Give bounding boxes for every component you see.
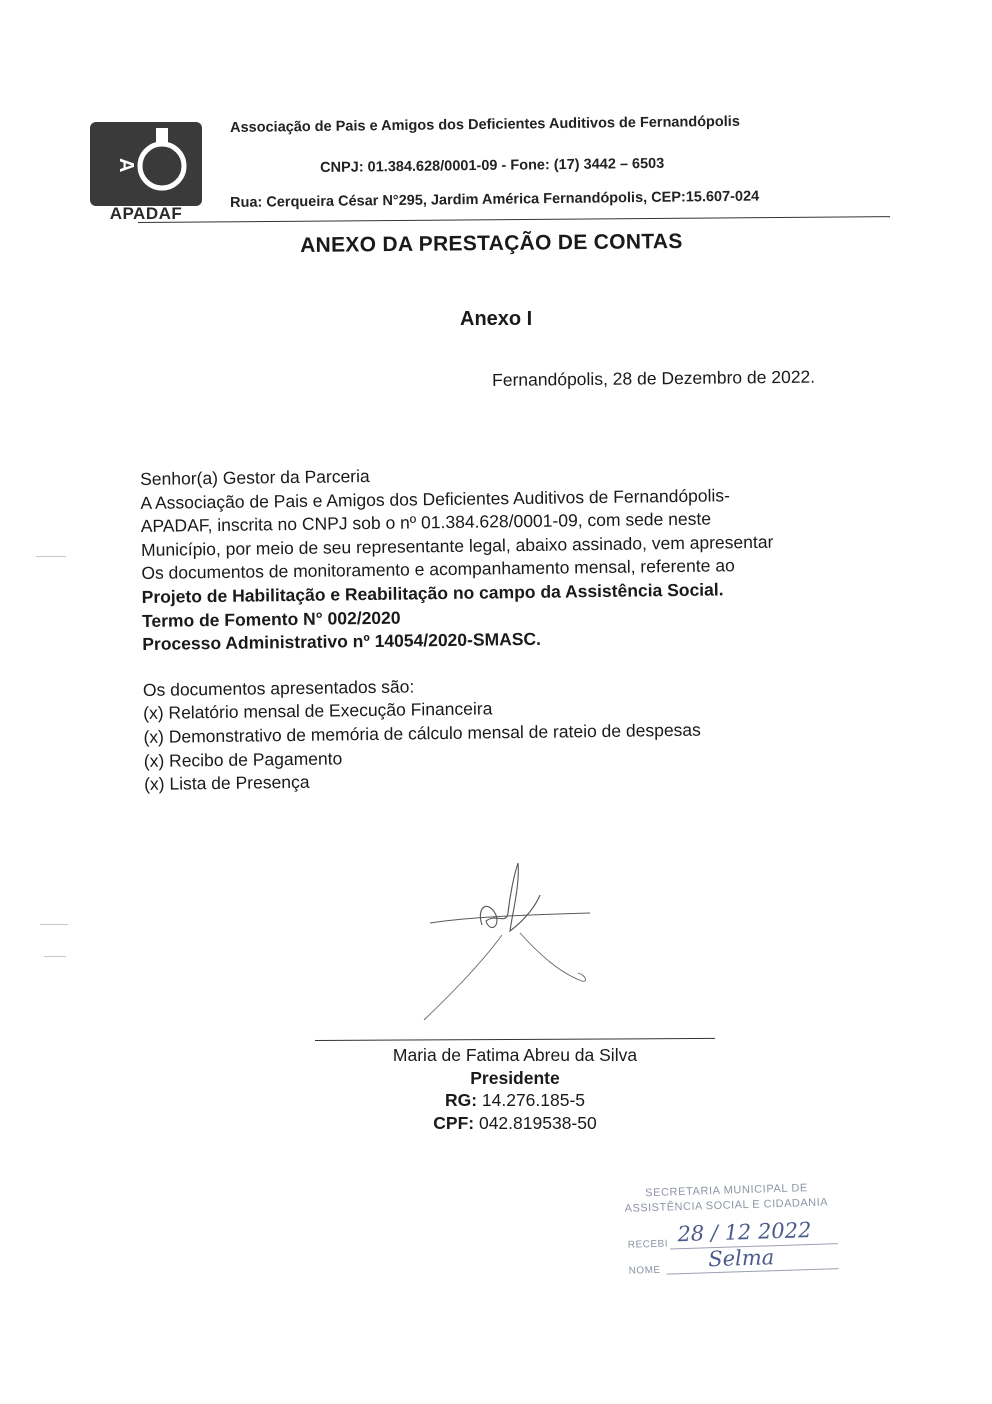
logo-emblem	[90, 122, 202, 206]
signature-line	[315, 1038, 715, 1041]
scan-mark	[40, 924, 68, 925]
stamp-received-label: RECEBI	[627, 1238, 669, 1251]
signer-block	[315, 1044, 715, 1134]
annex-title: Anexo I	[460, 308, 533, 330]
signer-cpf	[315, 1112, 715, 1135]
organization-name: Associação de Pais e Amigos dos Deficientes Auditivos de Fernandópolis	[230, 113, 740, 136]
handwritten-signature	[410, 855, 600, 1025]
body-line: A Associação de Pais e Amigos dos Deficientes Auditivos de Fernandópolis-	[140, 484, 731, 513]
ear-icon	[90, 122, 202, 206]
scan-mark	[44, 956, 66, 957]
apadaf-logo	[90, 122, 202, 224]
rg-label: RG:	[444, 1090, 478, 1110]
document-item: (x) Recibo de Pagamento	[143, 747, 343, 771]
document-item: (x) Demonstrativo de memória de cálculo mensal de rateio de despesas	[143, 719, 701, 747]
term-number: Termo de Fomento N° 002/2020	[141, 607, 401, 631]
cpf-value: 042.819538-50	[478, 1112, 597, 1133]
document-item: (x) Relatório mensal de Execução Financeira	[143, 698, 493, 724]
cpf-label: CPF:	[433, 1112, 475, 1133]
body-line: Município, por meio de seu representante legal, abaixo assinado, vem apresentar	[140, 531, 774, 560]
signer-rg	[315, 1089, 715, 1112]
organization-cnpj-phone: CNPJ: 01.384.628/0001-09 - Fone: (17) 3442 – 6503	[320, 155, 665, 176]
documents-intro: Os documentos apresentados são:	[142, 676, 415, 700]
rg-value: 14.276.185-5	[481, 1090, 586, 1110]
stamp-line-2: ASSISTÊNCIA SOCIAL E CIDADANIA	[624, 1196, 829, 1215]
body-line: APADAF, inscrita no CNPJ sob o nº 01.384.628/0001-09, com sede neste	[140, 508, 712, 537]
signer-name: Maria de Fatima Abreu da Silva	[392, 1045, 638, 1065]
letter-body	[140, 459, 864, 797]
document-title: ANEXO DA PRESTAÇÃO DE CONTAS	[300, 229, 683, 257]
scan-mark	[36, 556, 66, 557]
signer-role: Presidente	[470, 1067, 560, 1088]
stamp-name-label: NOME	[628, 1264, 661, 1277]
document-item: (x) Lista de Presença	[144, 771, 310, 795]
stamp-line-1: SECRETARIA MUNICIPAL DE	[644, 1182, 809, 1200]
date-line: Fernandópolis, 28 de Dezembro de 2022.	[492, 366, 816, 390]
svg-text:A: A	[115, 158, 137, 173]
salutation: Senhor(a) Gestor da Parceria	[140, 465, 370, 489]
stamp-received-date: 28 / 12 2022	[677, 1218, 812, 1247]
body-line: Os documentos de monitoramento e acompanhamento mensal, referente ao	[141, 555, 735, 584]
process-number: Processo Administrativo nº 14054/2020-SMASC.	[142, 628, 542, 655]
stamp-received-name: Selma	[707, 1245, 775, 1272]
received-stamp	[620, 1181, 848, 1293]
project-name: Projeto de Habilitação e Reabilitação no campo da Assistência Social.	[141, 579, 724, 607]
organization-address: Rua: Cerqueira César N°295, Jardim América Fernandópolis, CEP:15.607-024	[230, 188, 760, 211]
header-divider	[138, 216, 890, 223]
logo-text: APADAF	[109, 204, 183, 223]
